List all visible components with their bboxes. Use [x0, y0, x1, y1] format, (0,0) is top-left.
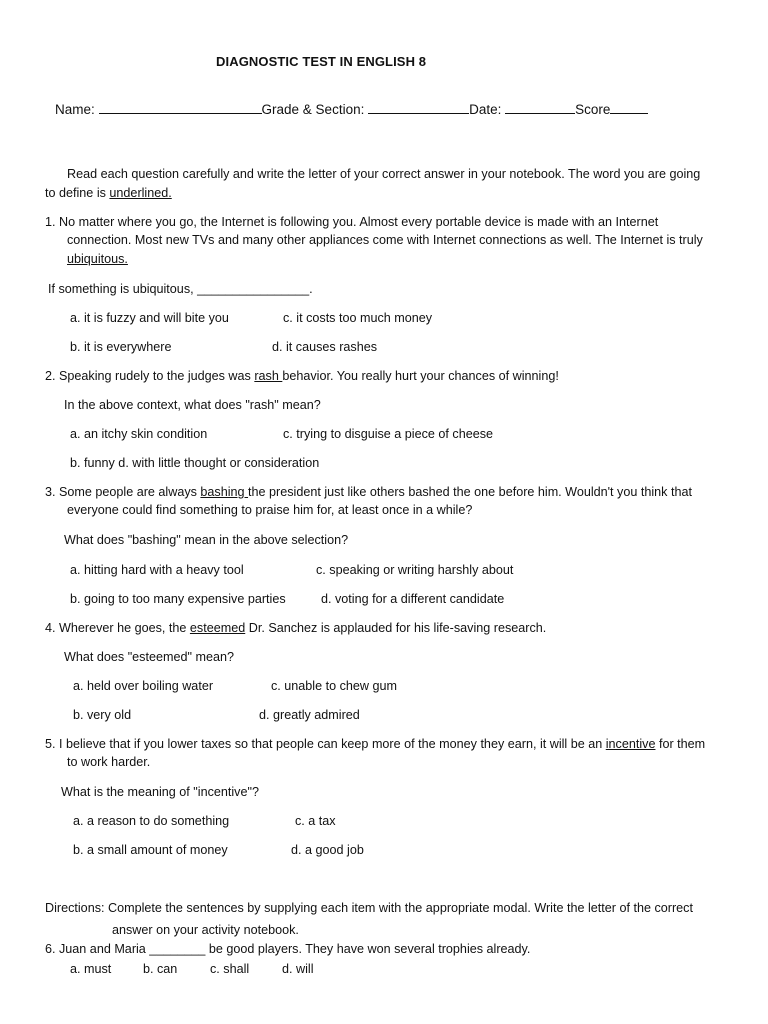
instructions-line-2 [45, 185, 172, 201]
q1-option-d[interactable]: d. it causes rashes [272, 340, 377, 354]
q1-target-word: ubiquitous. [67, 252, 128, 266]
test-title: DIAGNOSTIC TEST IN ENGLISH 8 [216, 54, 427, 69]
q3-target-word: bashing [200, 485, 249, 499]
q5-target-word: incentive [605, 737, 656, 751]
q5-stem-pre: 5. I believe that if you lower taxes so that people can keep more of the money they earn, it will be an [45, 737, 606, 751]
q5-option-d[interactable]: d. a good job [291, 843, 364, 857]
q1-option-a[interactable]: a. it is fuzzy and will bite you [70, 311, 229, 325]
q6-stem: 6. Juan and Maria ________ be good players. They have won several trophies already. [45, 942, 531, 956]
q3-line-2: everyone could find something to praise him for, at least once in a while? [67, 503, 473, 517]
q4-stem-post: Dr. Sanchez is applauded for his life-saving research. [245, 621, 547, 635]
q4-option-a[interactable]: a. held over boiling water [73, 679, 214, 693]
q6-option-a[interactable]: a. must [70, 962, 112, 976]
q4-option-b[interactable]: b. very old [73, 708, 132, 722]
q1-line-2: connection. Most new TVs and many other appliances come with Internet connections as well. The Internet is truly [67, 233, 703, 247]
grade-label: Grade & Section: [261, 102, 365, 117]
q4-target-word: esteemed [189, 621, 246, 635]
q2-option-a[interactable]: a. an itchy skin condition [70, 427, 208, 441]
q2-stem-post: behavior. You really hurt your chances of winning! [282, 369, 559, 383]
score-blank[interactable] [610, 101, 648, 114]
q3-stem [45, 484, 692, 500]
q4-stem-pre: 4. Wherever he goes, the [45, 621, 190, 635]
q1-option-c[interactable]: c. it costs too much money [283, 311, 433, 325]
instructions-text: to define is [45, 186, 110, 200]
q6-option-d[interactable]: d. will [282, 962, 314, 976]
q6-option-c[interactable]: c. shall [210, 962, 250, 976]
name-blank[interactable] [99, 101, 262, 114]
q2-target-word: rash [254, 369, 283, 383]
q2-stem-pre: 2. Speaking rudely to the judges was [45, 369, 255, 383]
q5-stem-post: for them [655, 737, 706, 751]
directions-line-2: answer on your activity notebook. [112, 923, 299, 937]
q2-stem [45, 368, 559, 384]
q4-stem [45, 620, 546, 636]
score-label: Score [575, 102, 611, 117]
q3-option-d[interactable]: d. voting for a different candidate [321, 592, 505, 606]
instructions-line-1: Read each question carefully and write the letter of your correct answer in your notebook. The word you are going [67, 167, 701, 181]
q2-prompt: In the above context, what does "rash" mean? [64, 398, 321, 412]
q1-prompt: If something is ubiquitous, ________________. [48, 282, 313, 296]
instructions-underlined: underlined. [109, 186, 172, 200]
q3-option-a[interactable]: a. hitting hard with a heavy tool [70, 563, 244, 577]
q4-option-c[interactable]: c. unable to chew gum [271, 679, 398, 693]
q5-option-a[interactable]: a. a reason to do something [73, 814, 230, 828]
q4-prompt: What does "esteemed" mean? [64, 650, 234, 664]
q5-stem [45, 736, 705, 752]
q5-line-2: to work harder. [67, 755, 151, 769]
q5-option-c[interactable]: c. a tax [295, 814, 336, 828]
q3-option-c[interactable]: c. speaking or writing harshly about [316, 563, 514, 577]
grade-blank[interactable] [368, 101, 469, 114]
q3-prompt: What does "bashing" mean in the above selection? [64, 533, 349, 547]
q6-option-b[interactable]: b. can [143, 962, 178, 976]
date-blank[interactable] [505, 101, 575, 114]
q5-prompt: What is the meaning of "incentive"? [61, 785, 259, 799]
directions-line-1: Directions: Complete the sentences by supplying each item with the appropriate modal. Write the letter of the correct [45, 901, 693, 915]
q3-stem-pre: 3. Some people are always [45, 485, 201, 499]
q1-option-b[interactable]: b. it is everywhere [70, 340, 172, 354]
q4-option-d[interactable]: d. greatly admired [259, 708, 360, 722]
q1-line-1: 1. No matter where you go, the Internet is following you. Almost every portable device is made with an Internet [45, 215, 659, 229]
name-label: Name: [55, 102, 95, 117]
q2-option-bd[interactable]: b. funny d. with little thought or consideration [70, 456, 320, 470]
student-info-line [55, 101, 648, 118]
q3-stem-post: the president just like others bashed the one before him. Wouldn't you think that [248, 485, 692, 499]
q2-option-c[interactable]: c. trying to disguise a piece of cheese [283, 427, 494, 441]
q3-option-b[interactable]: b. going to too many expensive parties [70, 592, 286, 606]
q5-option-b[interactable]: b. a small amount of money [73, 843, 228, 857]
date-label: Date: [469, 102, 502, 117]
